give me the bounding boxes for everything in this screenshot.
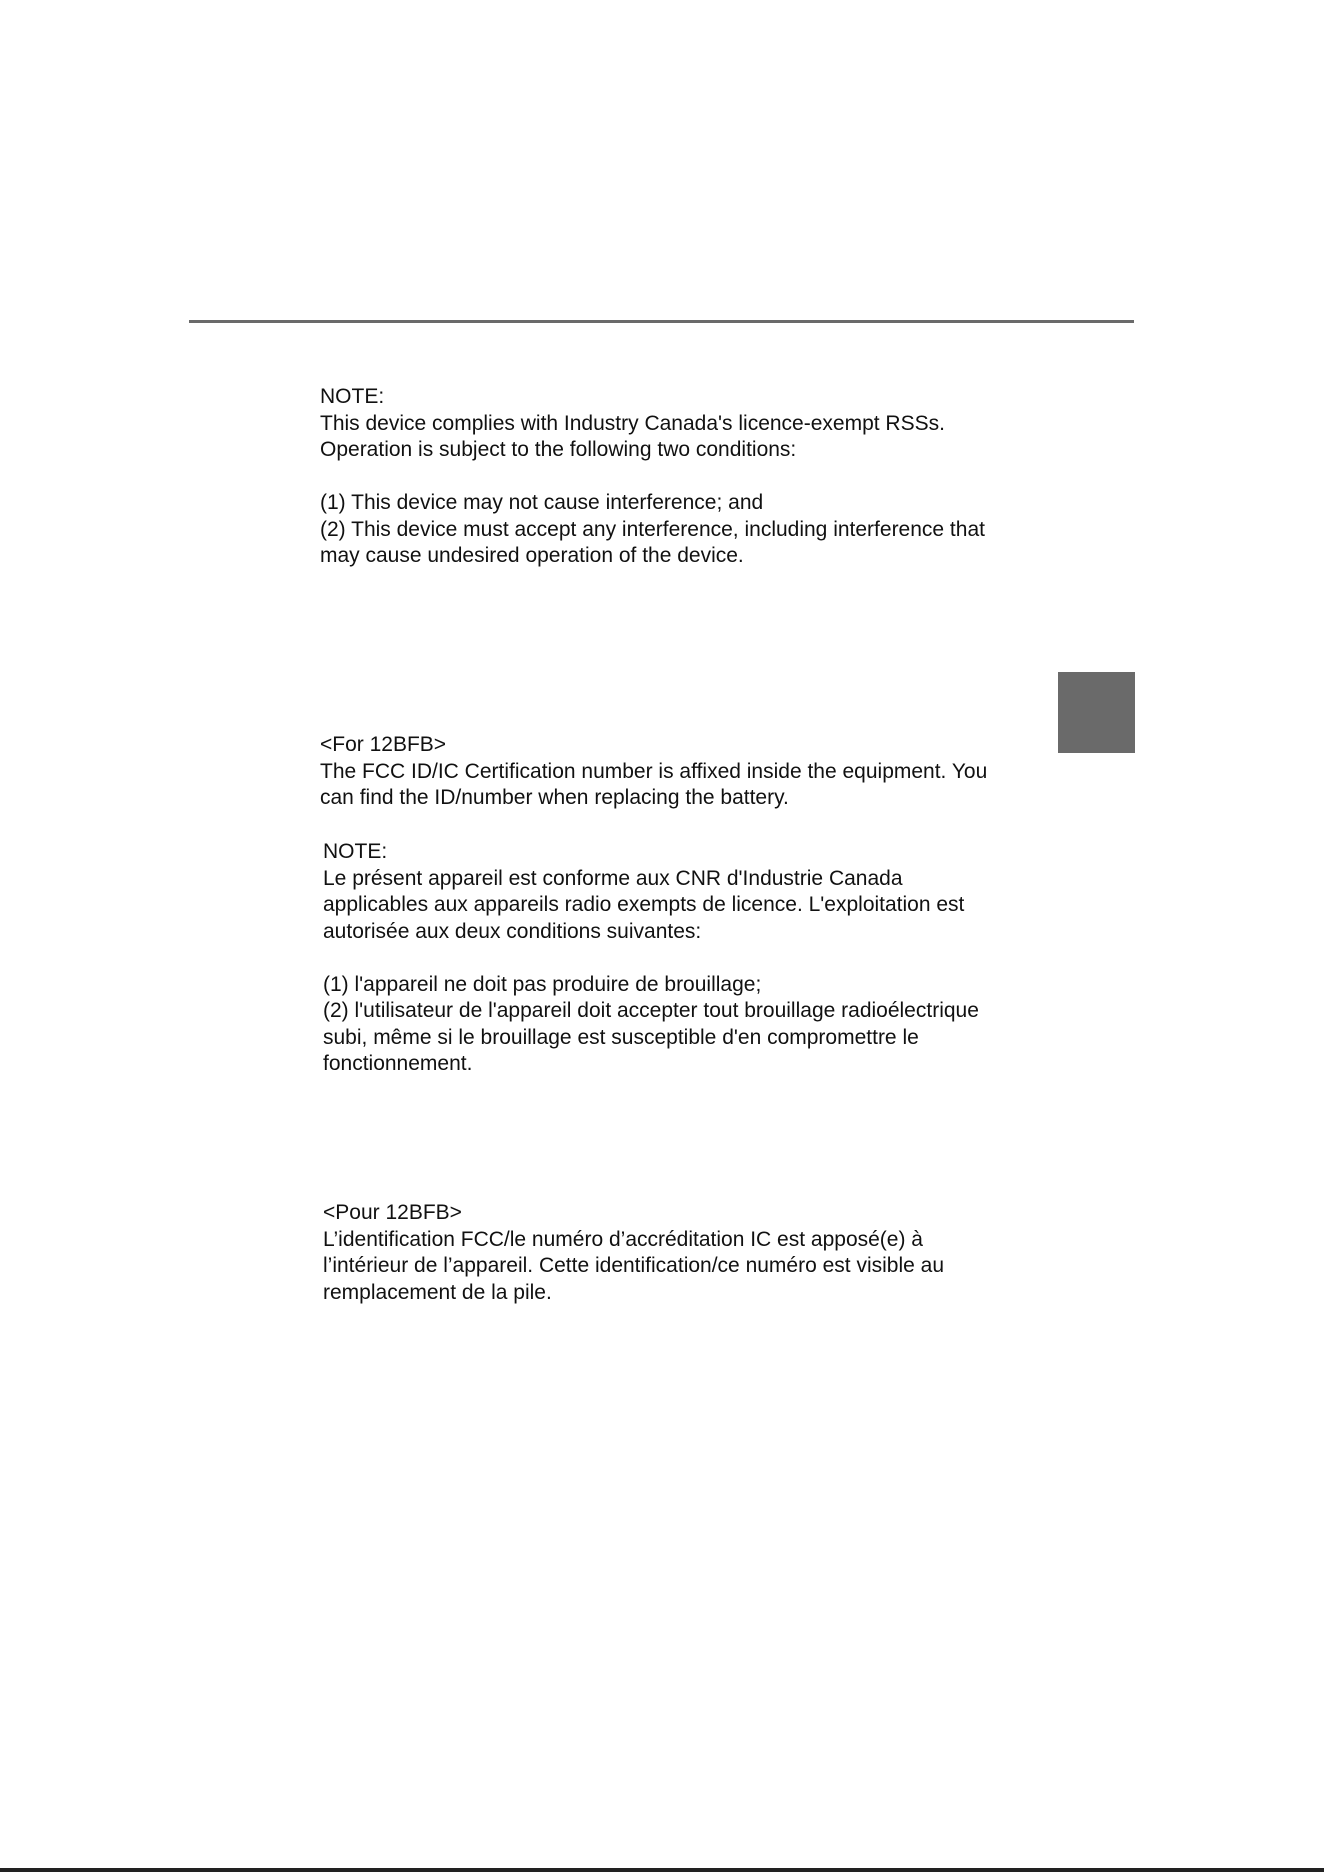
page-bottom-edge <box>0 1868 1324 1872</box>
model-text-line: can find the ID/number when replacing the battery. <box>320 786 789 809</box>
note-french <box>323 839 979 1078</box>
model-12bfb-english <box>320 732 987 812</box>
model-heading: <For 12BFB> <box>320 733 447 756</box>
model-heading: <Pour 12BFB> <box>323 1201 462 1224</box>
condition-item: (1) l'appareil ne doit pas produire de brouillage; <box>323 972 762 996</box>
condition-item-continued: subi, même si le brouillage est susceptible d'en compromettre le <box>323 1025 919 1049</box>
note-heading: NOTE: <box>320 385 385 408</box>
note-text-line: autorisée aux deux conditions suivantes: <box>323 919 702 943</box>
spacer <box>323 945 979 972</box>
condition-item: (2) This device must accept any interference, including interference that <box>320 517 985 541</box>
note-text-line: Le présent appareil est conforme aux CNR d'Industrie Canada <box>323 866 903 890</box>
section-tab-marker <box>1058 672 1135 753</box>
condition-item: (1) This device may not cause interference; and <box>320 491 764 514</box>
note-text-line: applicables aux appareils radio exempts de licence. L'exploitation est <box>323 893 965 916</box>
spacer <box>320 464 985 491</box>
model-12bfb-french <box>323 1200 944 1306</box>
note-text-line: Operation is subject to the following two conditions: <box>320 438 797 461</box>
condition-item: (2) l'utilisateur de l'appareil doit accepter tout brouillage radioélectrique <box>323 999 979 1022</box>
model-text-line: L’identification FCC/le numéro d’accréditation IC est apposé(e) à <box>323 1227 923 1251</box>
model-text-line: remplacement de la pile. <box>323 1280 552 1304</box>
condition-item-continued: fonctionnement. <box>323 1052 473 1075</box>
model-text-line: l’intérieur de l’appareil. Cette identification/ce numéro est visible au <box>323 1254 944 1277</box>
condition-item-continued: may cause undesired operation of the device. <box>320 544 744 567</box>
model-text-line: The FCC ID/IC Certification number is affixed inside the equipment. You <box>320 759 988 783</box>
header-rule <box>189 320 1134 323</box>
note-heading: NOTE: <box>323 840 388 863</box>
note-english <box>320 384 985 570</box>
note-text-line: This device complies with Industry Canada's licence-exempt RSSs. <box>320 411 945 435</box>
